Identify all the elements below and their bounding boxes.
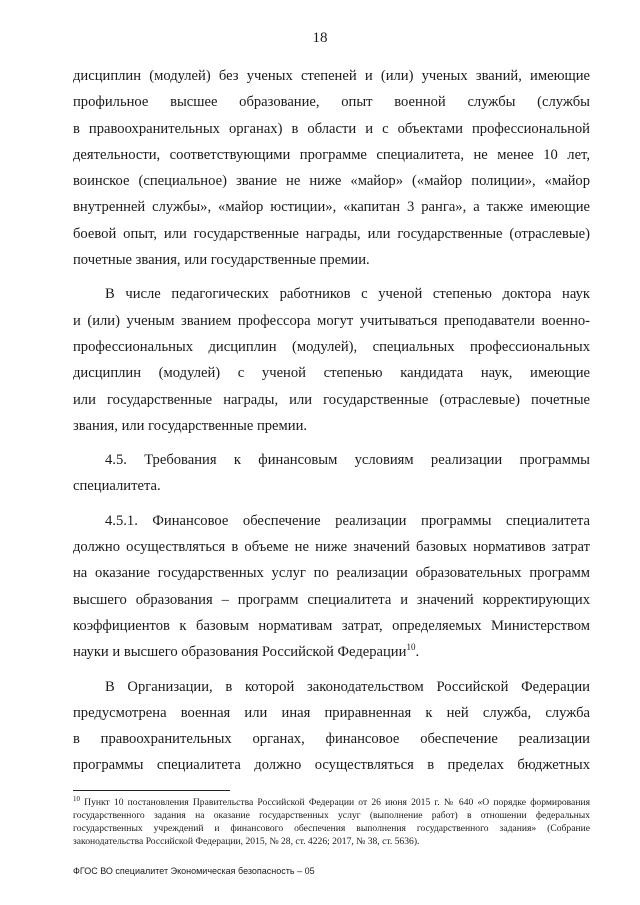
text-line: должно осуществляться в объеме не ниже значений базовых нормативов затрат	[73, 539, 590, 556]
text-line: воинское (специальное) звание не ниже «майор» («майор полиции», «майор	[73, 173, 590, 190]
footnote-text: Пункт 10 постановления Правительства Российской Федерации от 26 июня 2015 г. № 640 «О порядке формирования государственного задания на оказание государственных услуг (выполнение работ) в отношении федеральных государственных учреждений и финансового обеспечения выполнения государственного задания» (Собрание законодательства Российской Федерации, 2015, № 28, ст. 4226; 2017, № 38, ст. 5636).	[73, 797, 590, 847]
text-line: специалитета.	[73, 478, 161, 495]
text-line: профессиональных дисциплин (модулей), специальных профессиональных	[73, 338, 590, 355]
text-line-content: науки и высшего образования Российской Федерации	[73, 644, 407, 661]
text-line: звания, или государственные премии.	[73, 417, 308, 434]
footnote-reference: 10	[406, 642, 416, 653]
text-line: коэффициентов к базовым нормативам затрат, определяемых Министерством	[73, 617, 590, 634]
text-line: на оказание государственных услуг по реализации образовательных программ	[73, 565, 590, 582]
section-heading: 4.5. Требования к финансовым условиям реализации программы	[105, 452, 590, 469]
text-line: внутренней службы», «майор юстиции», «капитан 3 ранга», а также имеющие	[73, 199, 590, 216]
text-line: 4.5.1. Финансовое обеспечение реализации программы специалитета	[105, 512, 590, 529]
text-line: почетные звания, или государственные премии.	[73, 252, 370, 269]
text-line: программы специалитета должно осуществляться в пределах бюджетных	[73, 757, 590, 774]
text-line: дисциплин (модулей) без ученых степеней и (или) ученых званий, имеющие	[73, 68, 590, 84]
text-line: дисциплин (модулей) с ученой степенью кандидата наук, имеющие	[73, 365, 590, 382]
main-text	[73, 63, 590, 779]
text-line: боевой опыт, или государственные награды, или государственные (отраслевые)	[73, 225, 590, 242]
text-line: В числе педагогических работников с ученой степенью доктора наук	[105, 286, 590, 303]
text-line: высшего образования – программ специалитета и значений корректирующих	[73, 591, 590, 608]
period: .	[415, 644, 420, 661]
text-line: или государственные награды, или государственные (отраслевые) почетные	[73, 391, 590, 408]
text-line: предусмотрена военная или иная приравненная к ней служба, служба	[73, 704, 590, 721]
footnote-mark: 10	[73, 794, 80, 803]
page-number: 18	[312, 30, 328, 46]
text-line: деятельности, соответствующими программе специалитета, не менее 10 лет,	[73, 146, 590, 163]
text-line: в правоохранительных органах) в области и с объектами профессиональной	[73, 120, 590, 137]
text-line: В Организации, в которой законодательством Российской Федерации	[105, 678, 590, 695]
text-line	[73, 639, 590, 665]
text-line: и (или) ученым званием профессора могут учитываться преподаватели военно-	[73, 312, 590, 329]
page-footer: ФГОС ВО специалитет Экономическая безопасность – 05	[73, 866, 315, 876]
footnote-divider	[73, 790, 230, 791]
footnote	[73, 796, 590, 848]
text-line: в правоохранительных органах, финансовое обеспечение реализации	[73, 731, 590, 748]
text-line: профильное высшее образование, опыт военной службы (службы	[73, 94, 590, 111]
